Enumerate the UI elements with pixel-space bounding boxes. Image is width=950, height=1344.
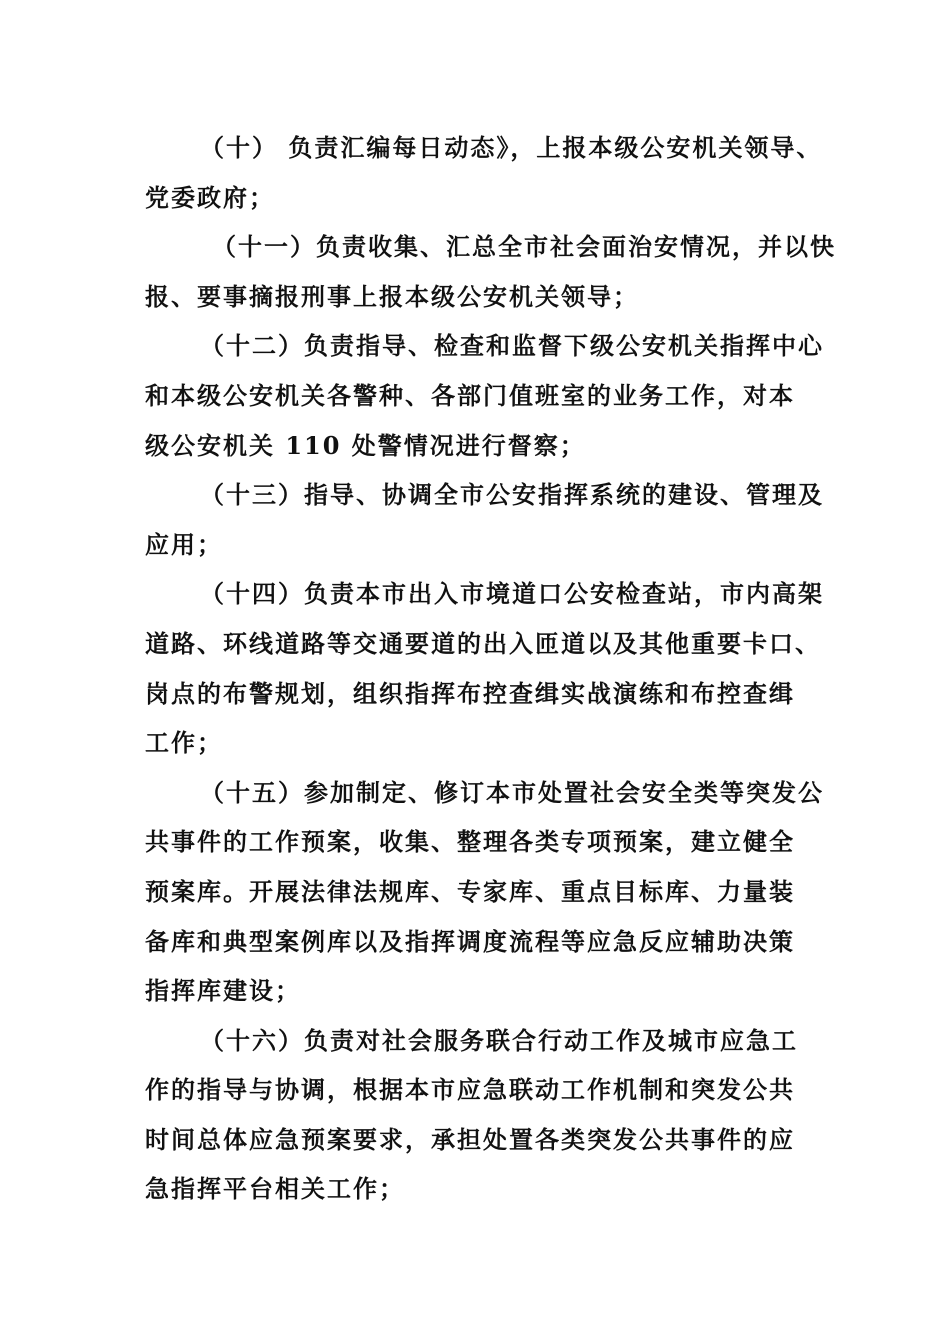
paragraph-13 — [145, 470, 824, 569]
text-line: （十六）负责对社会服务联合行动工作及城市应急工 — [200, 1025, 798, 1055]
text-line: 急指挥平台相关工作； — [145, 1174, 405, 1204]
paragraph-12 — [145, 321, 824, 470]
text-line: 党委政府； — [145, 182, 275, 212]
text-line: 工作； — [145, 728, 223, 758]
text-line: 时间总体应急预案要求，承担处置各类突发公共事件的应 — [145, 1124, 795, 1154]
text-line: （十） 负责汇编每日动态》，上报本级公安机关领导、 — [200, 133, 823, 162]
text-line: 级公安机关 110 处警情况进行督察； — [145, 430, 586, 460]
text-line: （十三）指导、协调全市公安指挥系统的建设、管理及 — [200, 480, 824, 510]
paragraph-15 — [145, 768, 824, 1016]
text-line: （十一）负责收集、汇总全市社会面治安情况，并以快 — [212, 232, 836, 262]
text-line: 共事件的工作预案，收集、整理各类专项预案，建立健全 — [145, 827, 795, 857]
text-line: 岗点的布警规划，组织指挥布控查缉实战演练和布控查缉 — [145, 678, 795, 708]
text-line: 预案库。开展法律法规库、专家库、重点目标库、力量装 — [145, 876, 795, 906]
document-body — [145, 123, 836, 1214]
paragraph-14 — [145, 569, 824, 767]
text-line: 作的指导与协调，根据本市应急联动工作机制和突发公共 — [145, 1075, 795, 1105]
text-line: 道路、环线道路等交通要道的出入匝道以及其他重要卡口、 — [145, 628, 821, 658]
text-line: 和本级公安机关各警种、各部门值班室的业务工作，对本 — [145, 380, 795, 410]
paragraph-10 — [145, 123, 823, 222]
text-line: 应用； — [145, 529, 223, 559]
text-line: （十四）负责本市出入市境道口公安检查站，市内高架 — [200, 579, 824, 609]
text-line: 备库和典型案例库以及指挥调度流程等应急反应辅助决策 — [145, 926, 795, 956]
text-line: 指挥库建设； — [145, 976, 301, 1006]
text-line: （十五）参加制定、修订本市处置社会安全类等突发公 — [200, 777, 824, 807]
text-line: （十二）负责指导、检查和监督下级公安机关指挥中心 — [200, 331, 824, 361]
paragraph-16 — [145, 1016, 805, 1214]
paragraph-11 — [145, 222, 836, 321]
text-line: 报、要事摘报刑事上报本级公安机关领导； — [145, 281, 639, 311]
